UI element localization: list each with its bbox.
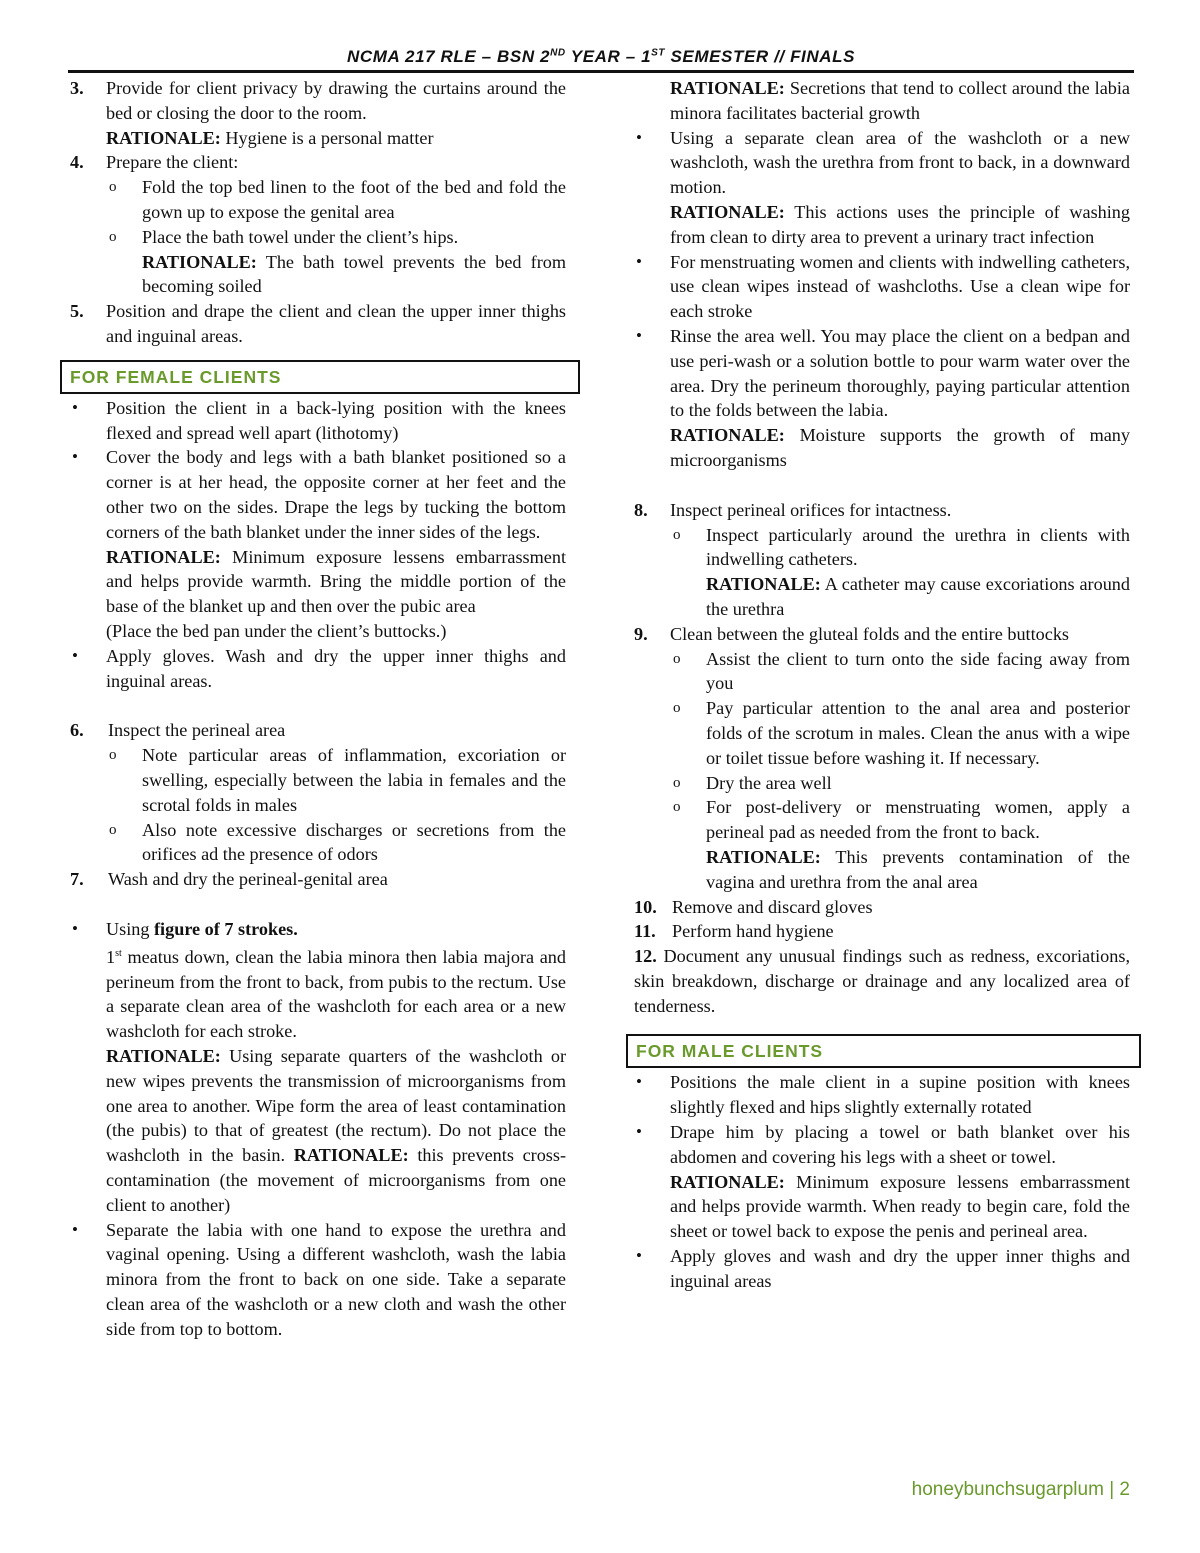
rationale-label: RATIONALE: <box>106 127 221 148</box>
rationale-label: RATIONALE: <box>106 1045 221 1066</box>
bullet-text: Apply gloves and wash and dry the upper inner thighs and inguinal areas <box>670 1246 1130 1291</box>
sub-item-text: Dry the area well <box>706 772 832 793</box>
bullet-text: Separate the labia with one hand to expose the urethra and vaginal opening. Using a different washcloth, wash the labia minora from the front to back on one side. Take a separate clean area of the washcloth or a new cloth and wash the other side from top to bottom. <box>106 1219 566 1339</box>
bold-text: figure of 7 strokes. <box>154 918 298 939</box>
bullet-item <box>634 1070 1130 1120</box>
step-5 <box>70 299 566 349</box>
sub-item-text: Place the bath towel under the client’s hips. <box>142 226 459 247</box>
rationale-text: This prevents contamination of the vagina and urethra from the anal area <box>706 846 1131 892</box>
bullet-item <box>634 1244 1130 1294</box>
step-number: 12. <box>634 946 657 967</box>
step-11 <box>634 919 1130 944</box>
step-text: Document any unusual findings such as redness, excoriations, skin breakdown, discharge or drainage and any localized area of tenderness. <box>634 946 1130 1016</box>
ordinal-suffix: st <box>115 947 122 959</box>
step-number: 11. <box>634 921 656 942</box>
step-7 <box>70 867 566 892</box>
left-column <box>70 76 566 1342</box>
sub-item-text: Pay particular attention to the anal area and posterior folds of the scrotum in males. Clean the anus with a wipe or toilet tissue before washing it. If necessary. <box>706 698 1130 768</box>
rationale-label: RATIONALE: <box>670 425 785 446</box>
sub-item <box>634 795 1130 894</box>
bullet-item <box>70 644 566 694</box>
circle-bullet-icon: o <box>109 179 117 196</box>
step-6 <box>70 718 566 743</box>
bullet-text: meatus down, clean the labia minora then labia majora and perineum from the front to back, from pubis to the rectum. Use a separate clean area of the washcloth for each area or a new washcloth for each stroke. <box>106 946 566 1042</box>
bullet-text: Rinse the area well. You may place the client on a bedpan and use peri-wash or a solution bottle to pour warm water over the area. Dry the perineum thoroughly, paying particular attention to the folds between the labia. <box>670 325 1130 421</box>
sub-item <box>634 647 1130 697</box>
circle-bullet-icon: o <box>109 821 117 838</box>
sub-item <box>70 743 566 817</box>
step-number: 3. <box>70 78 84 98</box>
sub-item <box>70 175 566 225</box>
header-text-mid: YEAR – 1 <box>565 47 652 66</box>
circle-bullet-icon: o <box>673 774 681 791</box>
step-9 <box>634 622 1130 647</box>
sub-item-text: Assist the client to turn onto the side facing away from you <box>706 648 1130 694</box>
rationale-label: RATIONALE: <box>293 1145 409 1166</box>
step-8 <box>634 498 1130 523</box>
header-text: NCMA 217 RLE – BSN 2 <box>346 47 551 66</box>
sub-item <box>634 771 1130 796</box>
bullet-item <box>70 917 566 1218</box>
bullet-item <box>634 324 1130 473</box>
rationale-label: RATIONALE: <box>106 546 221 567</box>
bullet-text: Position the client in a back-lying position with the knees flexed and spread well apart (lithotomy) <box>106 397 566 443</box>
step-number: 6. <box>70 720 84 741</box>
rationale-text: The bath towel prevents the bed from becoming soiled <box>142 251 567 297</box>
circle-bullet-icon: o <box>673 700 681 717</box>
bullet-item <box>70 445 566 643</box>
sub-item-text: For post-delivery or menstruating women, apply a perineal pad as needed from the front to back. <box>706 797 1130 843</box>
bullet-item <box>634 250 1130 324</box>
step-10 <box>634 895 1130 920</box>
rationale-text: A catheter may cause excoriations around the urethra <box>706 574 1130 619</box>
sub-item-text: Fold the top bed linen to the foot of the bed and fold the gown up to expose the genital area <box>142 177 566 222</box>
circle-bullet-icon: o <box>673 799 681 816</box>
bullet-text: For menstruating women and clients with indwelling catheters, use clean wipes instead of washcloths. Use a clean wipe for each stroke <box>670 251 1130 322</box>
step-number: 7. <box>70 869 84 890</box>
step-number: 4. <box>70 152 84 173</box>
bullet-text: Using <box>106 918 154 939</box>
bullet-text: Positions the male client in a supine position with knees slightly flexed and hips slightly externally rotated <box>670 1072 1130 1118</box>
rationale-text: Minimum exposure lessens embarrassment and helps provide warmth. When ready to begin care, fold the sheet or towel back to expose the penis and perineal area. <box>670 1171 1130 1242</box>
footer-separator: | <box>1103 1479 1120 1500</box>
step-number: 5. <box>70 301 84 322</box>
rationale-text: this prevents cross-contamination (the movement of microorganisms from one client to another) <box>106 1145 567 1215</box>
note-text: (Place the bed pan under the client’s buttocks.) <box>106 620 447 641</box>
rationale-text: Moisture supports the growth of many microorganisms <box>670 425 1130 470</box>
rationale-text: Secretions that tend to collect around the labia minora facilitates bacterial growth <box>670 78 1130 123</box>
bullet-item <box>70 1218 566 1342</box>
step-text: Provide for client privacy by drawing the curtains around the bed or closing the door to the room. <box>106 78 566 123</box>
sub-item <box>634 696 1130 770</box>
step-text: Position and drape the client and clean the upper inner thighs and inguinal areas. <box>106 301 566 346</box>
rationale-label: RATIONALE: <box>706 574 821 595</box>
header-sup-nd: ND <box>550 47 566 59</box>
page-footer <box>860 1479 1130 1501</box>
page-header <box>68 47 1134 73</box>
step-text: Perform hand hygiene <box>672 921 834 942</box>
step-4 <box>70 150 566 175</box>
rationale-block <box>634 76 1130 126</box>
step-text: Inspect the perineal area <box>108 720 286 741</box>
bullet-item <box>634 1120 1130 1244</box>
step-text: Prepare the client: <box>106 152 239 173</box>
bullet-text: Drape him by placing a towel or bath blanket over his abdomen and covering his legs with a sheet or towel. <box>670 1122 1130 1167</box>
circle-bullet-icon: o <box>109 747 117 764</box>
rationale-text: Hygiene is a personal matter <box>225 127 434 148</box>
rationale-text: Using separate quarters of the washcloth or new wipes prevents the transmission of microorganisms from one area to another. Wipe form the area of least contamination (the pubis) to that of greatest (the rectum). Do not place the washcloth in the basin. <box>106 1045 566 1166</box>
step-12 <box>634 944 1130 1018</box>
rationale-text: This actions uses the principle of washing from clean to dirty area to prevent a urinary tract infection <box>670 201 1130 247</box>
sub-item <box>634 523 1130 622</box>
step-text: Remove and discard gloves <box>672 896 873 917</box>
right-column <box>634 76 1130 1294</box>
rationale-label: RATIONALE: <box>706 846 821 867</box>
step-number: 9. <box>634 623 648 644</box>
step-number: 10. <box>634 896 657 917</box>
male-clients-heading: FOR MALE CLIENTS <box>626 1034 1141 1068</box>
footer-author: honeybunchsugarplum <box>911 1479 1104 1500</box>
step-3 <box>70 76 566 150</box>
rationale-label: RATIONALE: <box>670 1171 785 1192</box>
sub-item-text: Also note excessive discharges or secretions from the orifices ad the presence of odors <box>142 819 566 865</box>
header-sup-st: ST <box>651 47 666 59</box>
rationale-text: Minimum exposure lessens embarrassment and helps provide warmth. Bring the middle portion of the base of the blanket up and then over the pubic area <box>106 546 566 617</box>
step-text: Clean between the gluteal folds and the entire buttocks <box>670 623 1069 644</box>
circle-bullet-icon: o <box>673 526 681 543</box>
bullet-text: Using a separate clean area of the washcloth or a new washcloth, wash the urethra from front to back, in a downward motion. <box>670 127 1130 198</box>
circle-bullet-icon: o <box>673 650 681 667</box>
sub-item-text: Inspect particularly around the urethra in clients with indwelling catheters. <box>706 524 1130 570</box>
step-text: Inspect perineal orifices for intactness. <box>670 499 952 520</box>
bullet-item <box>70 396 566 446</box>
bullet-text: Cover the body and legs with a bath blanket positioned so a corner is at her head, the opposite corner at her feet and the other two on the sides. Drape the legs by tucking the bottom corners of the bath blanket under the inner sides of the legs. <box>106 447 566 542</box>
rationale-label: RATIONALE: <box>670 201 785 222</box>
sub-item <box>70 225 566 299</box>
sub-item-text: Note particular areas of inflammation, excoriation or swelling, especially between the labia in females and the scrotal folds in males <box>142 745 566 815</box>
female-clients-heading: FOR FEMALE CLIENTS <box>60 360 580 394</box>
bullet-item <box>634 126 1130 250</box>
sub-item <box>70 818 566 868</box>
step-number: 8. <box>634 499 648 520</box>
ordinal-number: 1 <box>106 946 116 967</box>
rationale-label: RATIONALE: <box>670 78 785 98</box>
rationale-label: RATIONALE: <box>142 251 257 272</box>
header-text-end: SEMESTER // FINALS <box>665 47 856 66</box>
page-number: 2 <box>1119 1479 1130 1500</box>
step-text: Wash and dry the perineal-genital area <box>108 869 388 890</box>
circle-bullet-icon: o <box>109 228 117 245</box>
bullet-text: Apply gloves. Wash and dry the upper inner thighs and inguinal areas. <box>106 645 566 691</box>
